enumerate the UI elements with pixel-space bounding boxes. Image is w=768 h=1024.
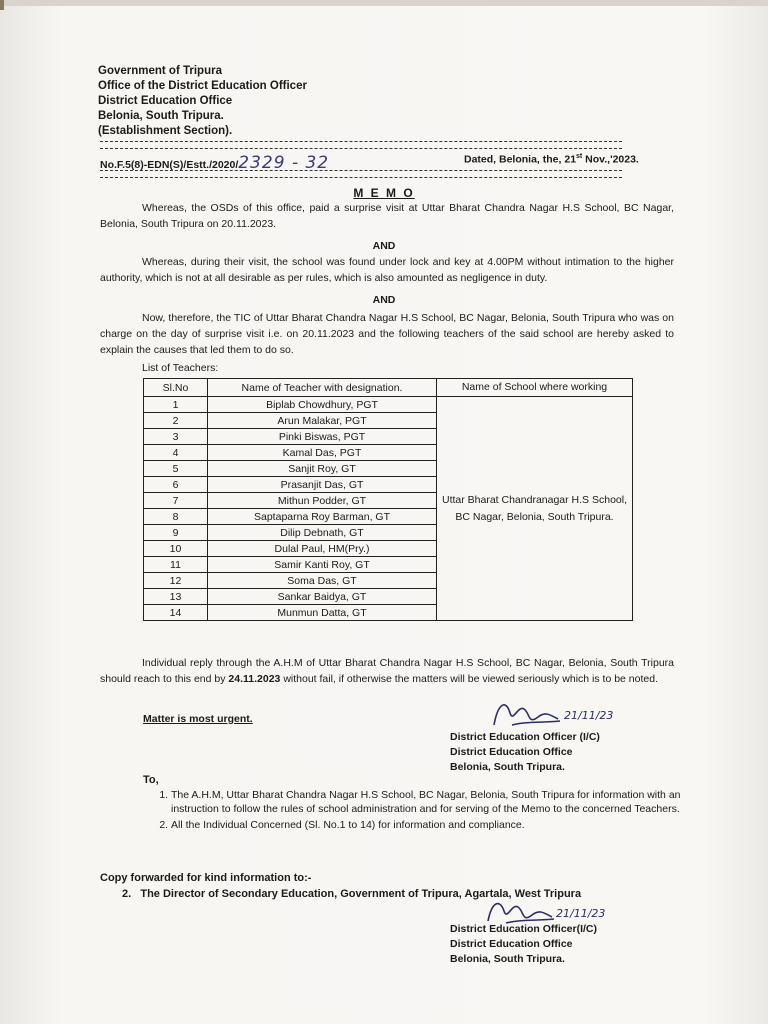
- urgent-note: Matter is most urgent.: [143, 713, 253, 725]
- double-rule-bottom: [100, 170, 622, 178]
- paragraph-3: Now, therefore, the TIC of Uttar Bharat Chandra Nagar H.S School, BC Nagar, Belonia, South Tripura who was on charge on the day of surprise visit i.e. on 20.11.2023 and the following teachers of the said school are hereby asked to explain the causes that led them to do so.: [100, 312, 674, 356]
- signature-block-1: [450, 730, 600, 775]
- memo-title: M E M O: [353, 186, 415, 200]
- signature-1: [488, 695, 618, 735]
- paragraph-2: Whereas, during their visit, the school was found under lock and key at 4.00PM without intimation to the higher authority, which is not at all desirable as per rules, which is also amounted as negligence in duty.: [100, 256, 674, 284]
- row-teacher: Samir Kanti Roy, GT: [208, 557, 437, 573]
- double-rule-top: [100, 141, 622, 149]
- row-teacher: Saptaparna Roy Barman, GT: [208, 509, 437, 525]
- list-label: List of Teachers:: [142, 362, 219, 374]
- row-slno: 4: [144, 445, 208, 461]
- row-slno: 9: [144, 525, 208, 541]
- list-item: 2. All the Individual Concerned (Sl. No.1 to 14) for information and compliance.: [171, 818, 701, 832]
- row-slno: 3: [144, 429, 208, 445]
- row-slno: 10: [144, 541, 208, 557]
- row-slno: 7: [144, 493, 208, 509]
- row-slno: 6: [144, 477, 208, 493]
- office-header: [98, 64, 307, 139]
- memo-number: No.F.5(8)-EDN(S)/Estt./2020/: [100, 159, 239, 171]
- paragraph-1: Whereas, the OSDs of this office, paid a surprise visit at Uttar Bharat Chandra Nagar H.S School, BC Nagar, Belonia, South Tripura on 20.11.2023.: [100, 202, 674, 230]
- row-teacher: Biplab Chowdhury, PGT: [208, 397, 437, 413]
- signature-block-2: [450, 922, 597, 967]
- list-item: 1. The A.H.M, Uttar Bharat Chandra Nagar H.S School, BC Nagar, Belonia, South Tripura for information with an instruction to follow the rules of school administration and for serving of the Memo to the concerned Teachers.: [171, 788, 701, 816]
- row-slno: 2: [144, 413, 208, 429]
- header-slno: Sl.No: [144, 379, 208, 397]
- row-slno: 13: [144, 589, 208, 605]
- row-slno: 12: [144, 573, 208, 589]
- memo-date: Dated, Belonia, the, 21st Nov.,'2023.: [464, 153, 639, 166]
- row-teacher: Dilip Debnath, GT: [208, 525, 437, 541]
- row-slno: 1: [144, 397, 208, 413]
- header-line-3: District Education Office: [98, 95, 233, 107]
- signature-1-office: District Education Office: [450, 746, 573, 758]
- copy-item: 2. The Director of Secondary Education, Government of Tripura, Agartala, West Tripura: [122, 888, 582, 900]
- teachers-table: [143, 378, 633, 621]
- row-teacher: Arun Malakar, PGT: [208, 413, 437, 429]
- reply-paragraph: Individual reply through the A.H.M of Uttar Bharat Chandra Nagar H.S School, BC Nagar, Belonia, South Tripura should reach to this end by 24.11.2023 without fail, if otherwise the matters will be viewed seriously which is to be noted.: [100, 657, 674, 685]
- header-school: Name of School where working: [437, 379, 633, 397]
- header-teacher: Name of Teacher with designation.: [208, 379, 437, 397]
- row-slno: 5: [144, 461, 208, 477]
- row-teacher: Dulal Paul, HM(Pry.): [208, 541, 437, 557]
- reply-deadline: 24.11.2023: [228, 673, 281, 685]
- row-teacher: Sanjit Roy, GT: [208, 461, 437, 477]
- signature-1-designation: District Education Officer (I/C): [450, 731, 600, 743]
- row-slno: 11: [144, 557, 208, 573]
- header-line-4: Belonia, South Tripura.: [98, 110, 224, 122]
- row-slno: 14: [144, 605, 208, 621]
- copy-forwarded-label: Copy forwarded for kind information to:-: [100, 872, 312, 884]
- row-teacher: Soma Das, GT: [208, 573, 437, 589]
- signature-1-place: Belonia, South Tripura.: [450, 761, 565, 773]
- to-label: To,: [143, 774, 159, 786]
- row-teacher: Munmun Datta, GT: [208, 605, 437, 621]
- and-2: AND: [372, 294, 396, 306]
- header-line-5: (Establishment Section).: [98, 125, 233, 137]
- signature-2-designation: District Education Officer(I/C): [450, 923, 598, 935]
- header-line-2: Office of the District Education Officer: [98, 80, 307, 92]
- header-line-1: Government of Tripura: [98, 65, 222, 77]
- row-slno: 8: [144, 509, 208, 525]
- distribution-list: [143, 788, 701, 834]
- signature-2-place: Belonia, South Tripura.: [450, 953, 565, 965]
- row-teacher: Sankar Baidya, GT: [208, 589, 437, 605]
- table-header-row: [144, 379, 633, 397]
- signature-2-date: 21/11/23: [556, 907, 606, 920]
- signature-1-date: 21/11/23: [564, 709, 614, 722]
- row-teacher: Prasanjit Das, GT: [208, 477, 437, 493]
- scan-top-edge: [0, 0, 768, 6]
- table-row: [144, 397, 633, 413]
- school-name-cell: Uttar Bharat Chandranagar H.S School, BC Nagar, Belonia, South Tripura.: [437, 397, 633, 621]
- row-teacher: Kamal Das, PGT: [208, 445, 437, 461]
- handwritten-number: 2329 - 32: [238, 153, 330, 173]
- row-teacher: Pinki Biswas, PGT: [208, 429, 437, 445]
- signature-2-office: District Education Office: [450, 938, 573, 950]
- and-1: AND: [372, 240, 396, 252]
- row-teacher: Mithun Podder, GT: [208, 493, 437, 509]
